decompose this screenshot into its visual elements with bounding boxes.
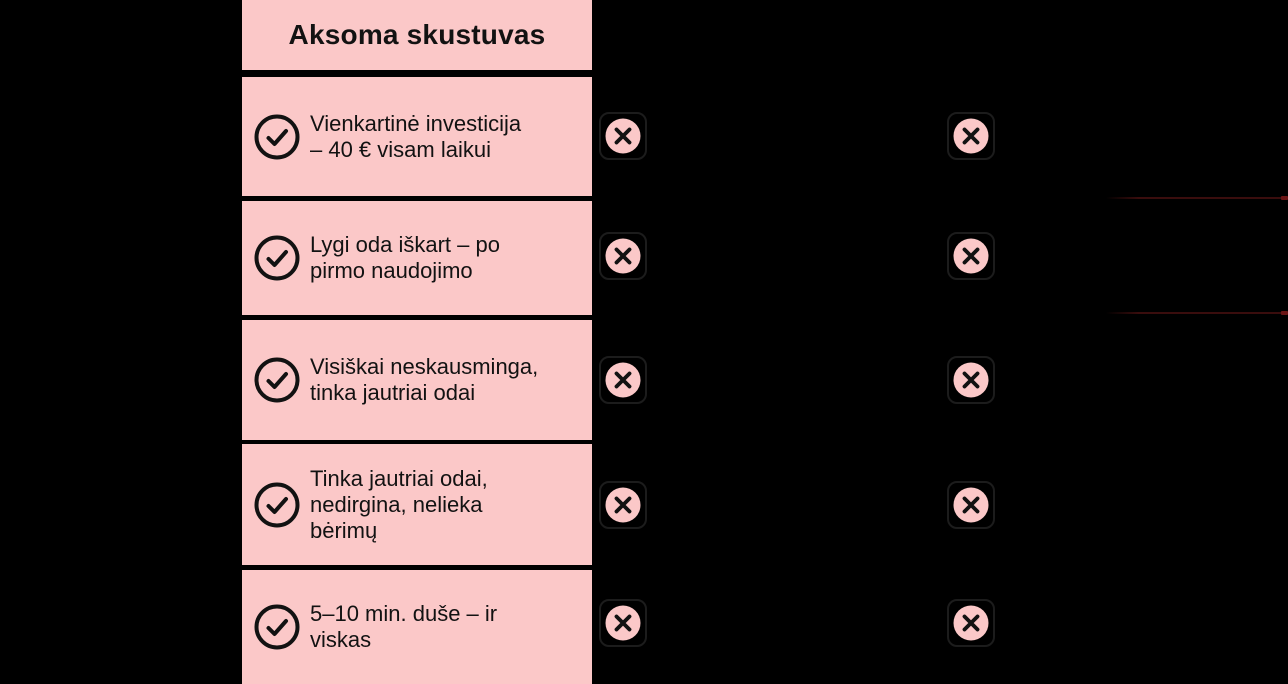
feature-line: Visiškai neskausminga, — [310, 354, 539, 379]
cross-circle-icon — [599, 481, 647, 529]
feature-row — [242, 77, 592, 196]
cross-circle-icon — [947, 112, 995, 160]
feature-row — [242, 444, 592, 565]
feature-row — [242, 201, 592, 315]
feature-line: 5–10 min. duše – ir — [310, 601, 498, 626]
divider-endcap — [1281, 196, 1288, 200]
divider-endcap — [1281, 311, 1288, 315]
feature-text — [310, 466, 488, 544]
feature-line: – 40 € visam laikui — [310, 136, 491, 162]
feature-text — [310, 354, 538, 406]
feature-text — [310, 111, 521, 163]
row-divider-line — [1106, 312, 1288, 314]
product-title: Aksoma skustuvas — [288, 19, 546, 50]
feature-line: nedirgina, nelieka — [310, 491, 483, 517]
cross-circle-icon — [599, 356, 647, 404]
feature-line: bėrimų — [310, 517, 378, 543]
feature-line: pirmo naudojimo — [310, 258, 473, 283]
cross-circle-icon — [947, 356, 995, 404]
feature-row — [242, 570, 592, 684]
product-column-header — [242, 0, 592, 70]
cross-circle-icon — [947, 232, 995, 280]
feature-line: viskas — [310, 627, 372, 652]
feature-text — [310, 601, 497, 653]
feature-line: tinka jautriai odai — [310, 380, 476, 405]
feature-line: Vienkartinė investicija — [310, 110, 522, 136]
feature-line: Tinka jautriai odai, — [310, 465, 488, 491]
check-circle-icon — [254, 357, 300, 403]
cross-circle-icon — [947, 481, 995, 529]
cross-circle-icon — [947, 599, 995, 647]
cross-circle-icon — [599, 599, 647, 647]
cross-circle-icon — [599, 232, 647, 280]
check-circle-icon — [254, 235, 300, 281]
feature-text — [310, 232, 500, 284]
check-circle-icon — [254, 114, 300, 160]
feature-row — [242, 320, 592, 440]
check-circle-icon — [254, 482, 300, 528]
feature-line: Lygi oda iškart – po — [310, 232, 500, 257]
check-circle-icon — [254, 604, 300, 650]
row-divider-line — [1106, 197, 1288, 199]
cross-circle-icon — [599, 112, 647, 160]
